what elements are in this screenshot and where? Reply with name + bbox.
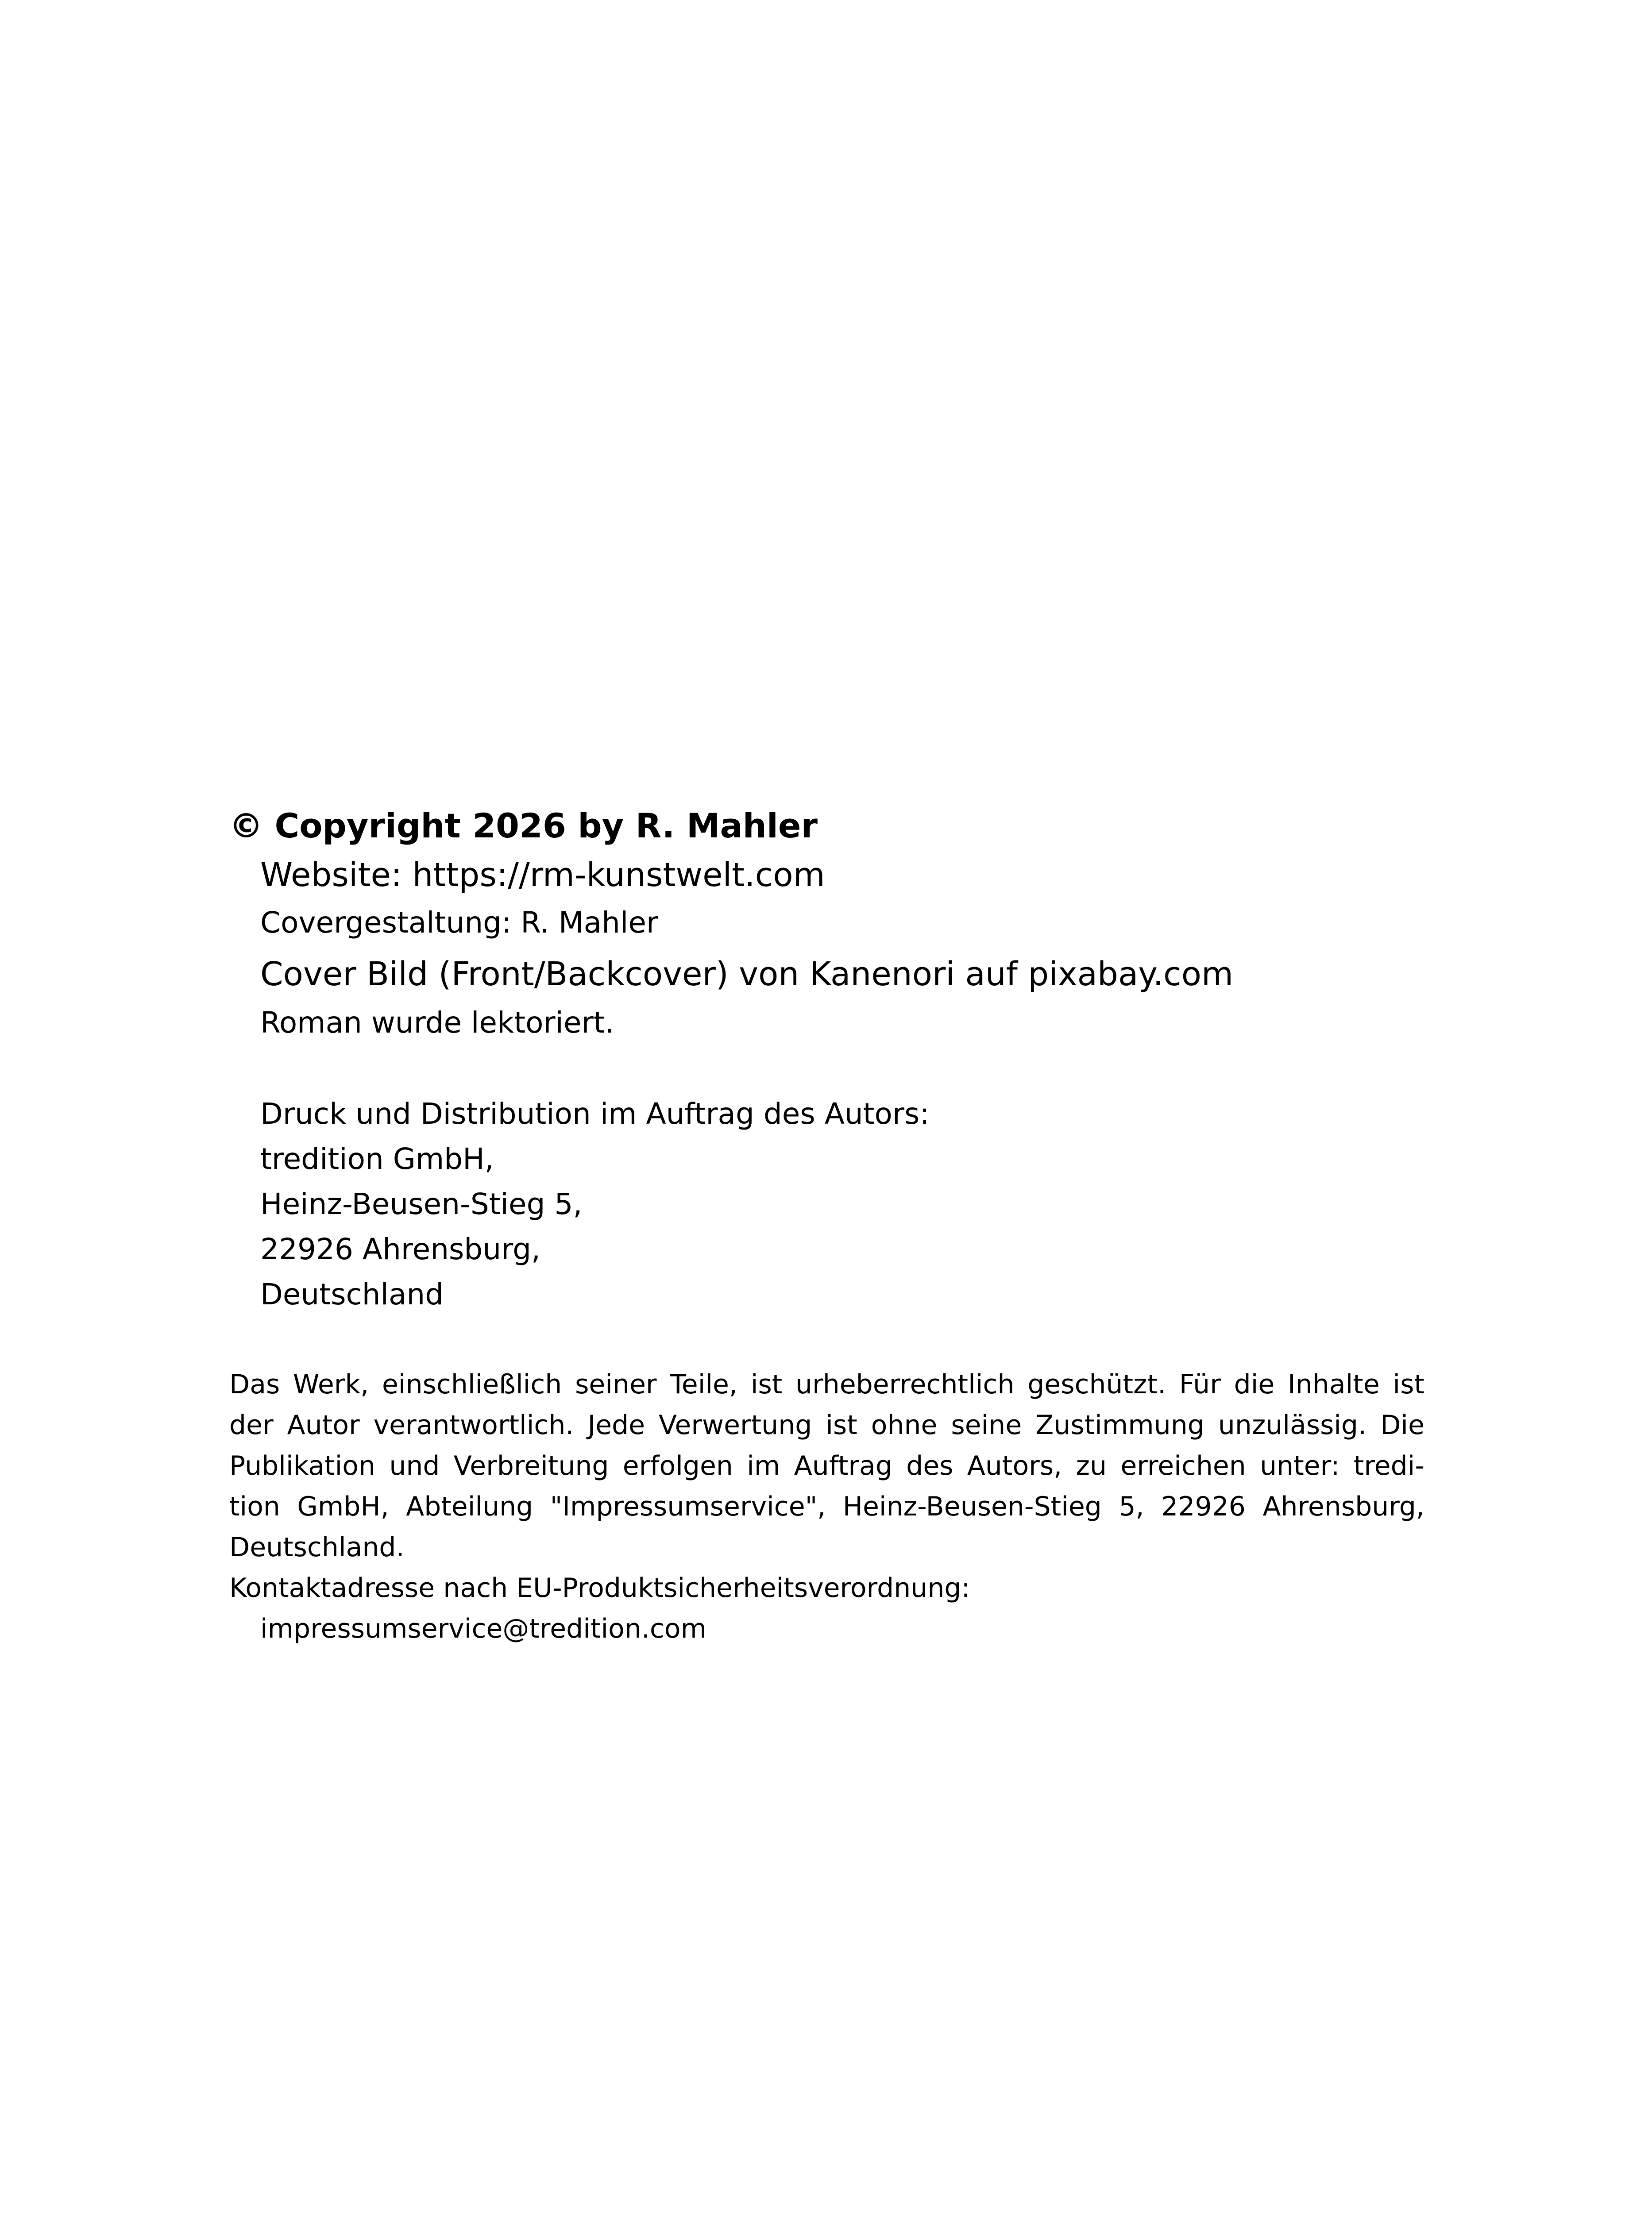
publisher-city: 22926 Ahrensburg, bbox=[260, 1232, 540, 1266]
legal-line: der Autor verantwortlich. Jede Verwertung ist ohne seine Zustimmung unzulässig. Die bbox=[229, 1410, 1424, 1441]
legal-notice bbox=[229, 1364, 1424, 1649]
legal-line: Deutschland. bbox=[229, 1532, 405, 1563]
contact-label: Kontaktadresse nach EU-Produktsicherheitsverordnung: bbox=[229, 1573, 970, 1604]
cover-image-credit: Cover Bild (Front/Backcover) von Kanenori auf pixabay.com bbox=[260, 955, 1234, 993]
legal-line: tion GmbH, Abteilung "Impressumservice", Heinz-Beusen-Stieg 5, 22926 Ahrensburg, bbox=[229, 1491, 1424, 1522]
publisher-country: Deutschland bbox=[260, 1277, 444, 1311]
publisher-name: tredition GmbH, bbox=[260, 1142, 494, 1176]
publisher-heading: Druck und Distribution im Auftrag des Autors: bbox=[260, 1097, 930, 1131]
editing-note: Roman wurde lektoriert. bbox=[260, 1006, 614, 1040]
copyright-notice: © Copyright 2026 by R. Mahler bbox=[229, 806, 818, 845]
website-line: Website: https://rm-kunstwelt.com bbox=[260, 856, 825, 894]
legal-line: Das Werk, einschließlich seiner Teile, ist urheberrechtlich geschützt. Für die Inhalte ist bbox=[229, 1369, 1424, 1400]
contact-email: impressumservice@tredition.com bbox=[260, 1613, 707, 1644]
cover-design-line: Covergestaltung: R. Mahler bbox=[260, 906, 659, 940]
publisher-street: Heinz-Beusen-Stieg 5, bbox=[260, 1187, 583, 1221]
legal-line: Publikation und Verbreitung erfolgen im Auftrag des Autors, zu erreichen unter: tredi- bbox=[229, 1450, 1424, 1481]
